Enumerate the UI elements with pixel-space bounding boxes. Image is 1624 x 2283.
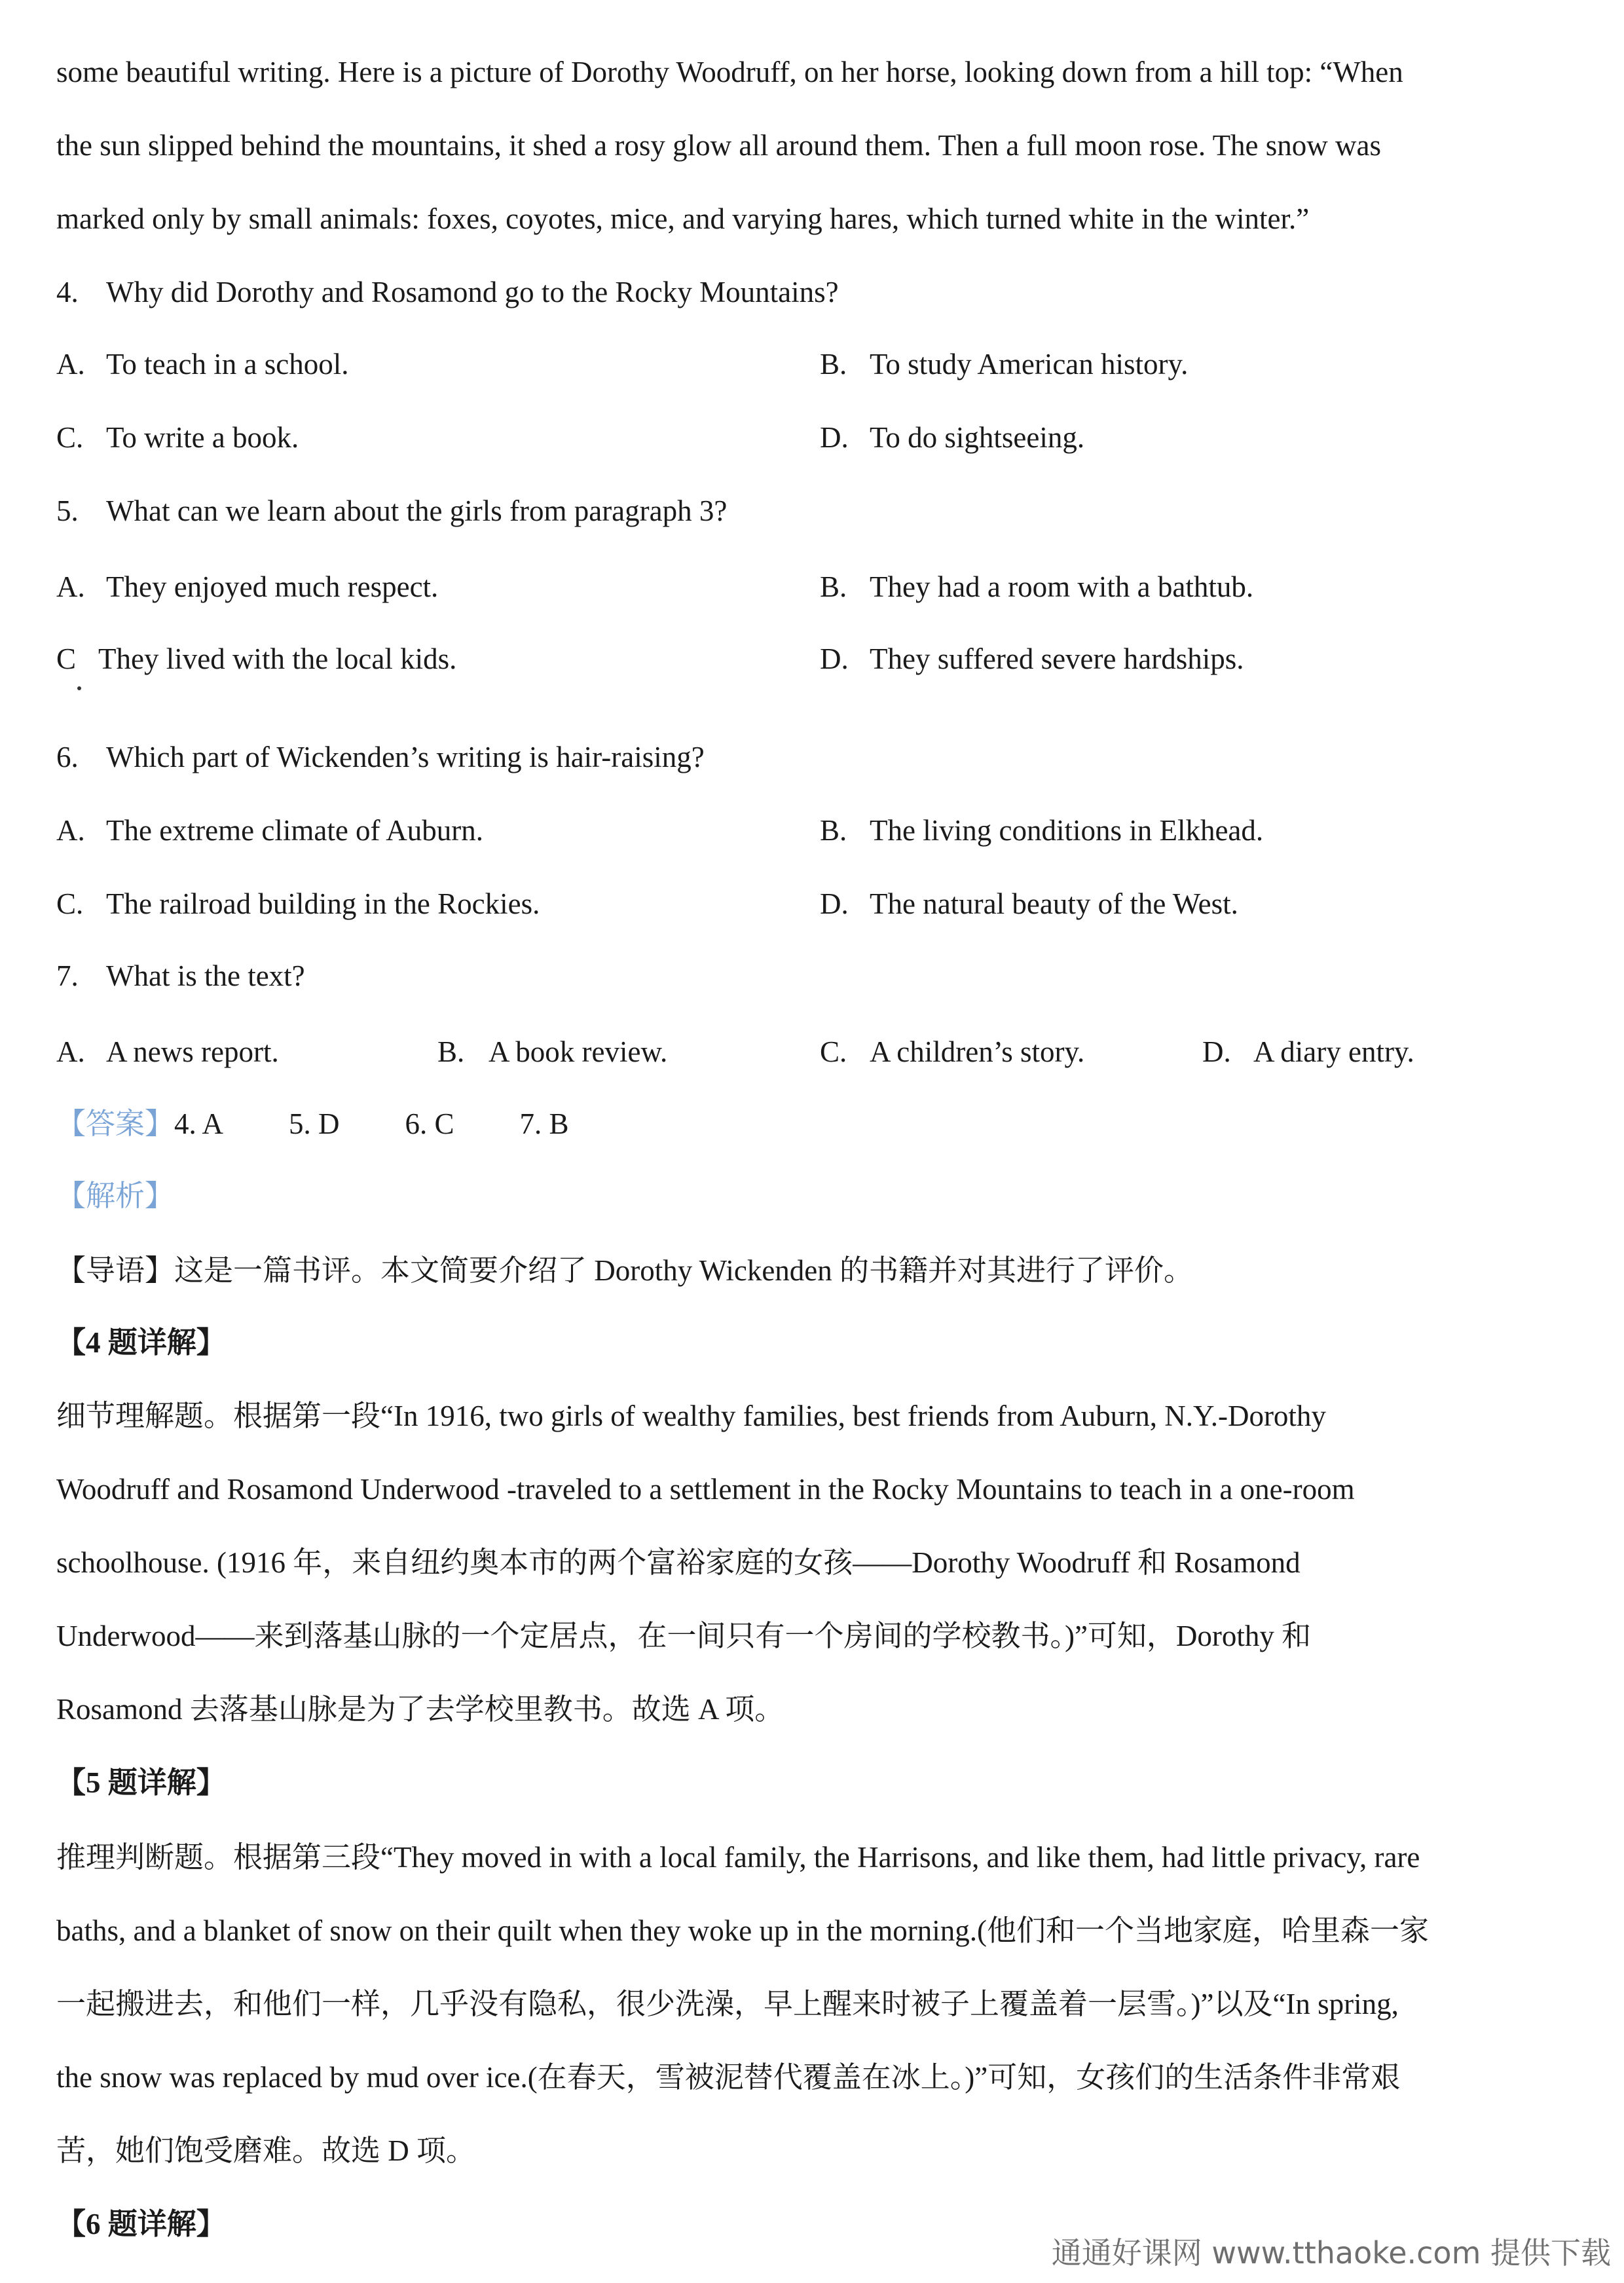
option-letter: A. bbox=[56, 814, 85, 847]
option-letter: C bbox=[56, 642, 77, 675]
question-4 bbox=[56, 272, 1582, 312]
option-letter: D. bbox=[820, 642, 849, 675]
option-text: The extreme climate of Auburn. bbox=[106, 814, 484, 847]
option-4b[interactable] bbox=[820, 344, 1188, 384]
q4-explanation-line: Rosamond 去落基山脉是为了去学校里教书。故选 A 项。 bbox=[56, 1693, 784, 1726]
option-letter: C. bbox=[56, 421, 84, 454]
answer-line bbox=[56, 1104, 1582, 1143]
option-letter: D. bbox=[820, 887, 849, 920]
question-text: Which part of Wickenden’s writing is hair-raising? bbox=[106, 741, 705, 773]
option-7b[interactable] bbox=[437, 1032, 667, 1071]
q4-explanation-line: Woodruff and Rosamond Underwood -traveled to a settlement in the Rocky Mountains to teach in a one-room bbox=[56, 1473, 1355, 1506]
question-6 bbox=[56, 737, 1582, 777]
option-letter: A. bbox=[56, 348, 85, 380]
passage-line: the sun slipped behind the mountains, it shed a rosy glow all around them. Then a full moon rose. The snow was bbox=[56, 129, 1382, 162]
q4-explanation-line: Underwood——来到落基山脉的一个定居点，在一间只有一个房间的学校教书。)”可知，Dorothy 和 bbox=[56, 1620, 1312, 1652]
question-number: 5. bbox=[56, 494, 79, 527]
option-text: The living conditions in Elkhead. bbox=[870, 814, 1264, 847]
question-7 bbox=[56, 956, 1582, 995]
q6-heading: 【6 题详解】 bbox=[56, 2208, 226, 2240]
question-number: 6. bbox=[56, 741, 79, 773]
option-text: They had a room with a bathtub. bbox=[870, 570, 1254, 603]
option-5a[interactable] bbox=[56, 567, 438, 606]
option-6a[interactable] bbox=[56, 811, 483, 850]
q5-heading: 【5 题详解】 bbox=[56, 1766, 226, 1799]
option-letter: B. bbox=[437, 1035, 465, 1068]
option-text: The natural beauty of the West. bbox=[870, 887, 1238, 920]
option-6b[interactable] bbox=[820, 811, 1263, 850]
option-text: They suffered severe hardships. bbox=[870, 642, 1244, 675]
option-text: They lived with the local kids. bbox=[98, 642, 457, 675]
question-number: 4. bbox=[56, 276, 79, 308]
option-letter: D. bbox=[820, 421, 849, 454]
option-6d[interactable] bbox=[820, 884, 1238, 923]
footer-watermark: 通通好课网 www.tthaoke.com 提供下载 bbox=[1051, 2235, 1611, 2271]
option-text: To do sightseeing. bbox=[870, 421, 1085, 454]
answer-item: 4. A bbox=[174, 1107, 224, 1140]
option-letter: A. bbox=[56, 570, 85, 603]
q5-explanation-line: 推理判断题。根据第三段“They moved in with a local family, the Harrisons, and like them, had little privacy, rare bbox=[56, 1841, 1420, 1874]
analysis-intro: 【导语】这是一篇书评。本文简要介绍了 Dorothy Wickenden 的书籍并对其进行了评价。 bbox=[56, 1254, 1194, 1287]
option-text: The railroad building in the Rockies. bbox=[106, 887, 540, 920]
stray-dot-mark bbox=[77, 686, 81, 690]
q4-explanation-line: 细节理解题。根据第一段“In 1916, two girls of wealthy families, best friends from Auburn, N.Y.-Dorothy bbox=[56, 1400, 1326, 1432]
q5-explanation-line: 苦，她们饱受磨难。故选 D 项。 bbox=[56, 2134, 475, 2167]
option-text: To write a book. bbox=[106, 421, 299, 454]
option-4d[interactable] bbox=[820, 418, 1084, 457]
option-text: They enjoyed much respect. bbox=[106, 570, 439, 603]
question-number: 7. bbox=[56, 959, 79, 992]
question-5 bbox=[56, 491, 1582, 530]
option-6c[interactable] bbox=[56, 884, 540, 923]
passage-line: marked only by small animals: foxes, coyotes, mice, and varying hares, which turned white in the winter.” bbox=[56, 202, 1310, 235]
question-text: What can we learn about the girls from paragraph 3? bbox=[106, 494, 728, 527]
option-text: A news report. bbox=[106, 1035, 279, 1068]
option-5c[interactable] bbox=[56, 639, 456, 678]
question-text: What is the text? bbox=[106, 959, 305, 992]
q5-explanation-line: baths, and a blanket of snow on their quilt when they woke up in the morning.(他们和一个当地家庭，哈里森一家 bbox=[56, 1914, 1429, 1947]
answer-item: 7. B bbox=[519, 1107, 569, 1140]
option-text: To teach in a school. bbox=[106, 348, 349, 380]
option-5d[interactable] bbox=[820, 639, 1244, 678]
option-7d[interactable] bbox=[1202, 1032, 1414, 1071]
answer-label: 【答案】 bbox=[56, 1107, 175, 1140]
option-letter: A. bbox=[56, 1035, 85, 1068]
option-7a[interactable] bbox=[56, 1032, 279, 1071]
option-4a[interactable] bbox=[56, 344, 348, 384]
option-letter: C. bbox=[56, 887, 84, 920]
option-5b[interactable] bbox=[820, 567, 1253, 606]
q4-explanation-line: schoolhouse. (1916 年，来自纽约奥本市的两个富裕家庭的女孩——Dorothy Woodruff 和 Rosamond bbox=[56, 1546, 1301, 1579]
answer-item: 6. C bbox=[405, 1107, 454, 1140]
q5-explanation-line: the snow was replaced by mud over ice.(在春天，雪被泥替代覆盖在冰上。)”可知，女孩们的生活条件非常艰 bbox=[56, 2061, 1401, 2094]
option-letter: B. bbox=[820, 348, 847, 380]
option-letter: C. bbox=[820, 1035, 847, 1068]
answer-item: 5. D bbox=[289, 1107, 340, 1140]
q5-explanation-line: 一起搬进去，和他们一样，几乎没有隐私，很少洗澡，早上醒来时被子上覆盖着一层雪。)”以及“In spring, bbox=[56, 1988, 1399, 2020]
passage-line: some beautiful writing. Here is a picture of Dorothy Woodruff, on her horse, looking down from a hill top: “When bbox=[56, 56, 1403, 88]
option-text: A diary entry. bbox=[1253, 1035, 1414, 1068]
option-4c[interactable] bbox=[56, 418, 299, 457]
option-letter: B. bbox=[820, 570, 847, 603]
q4-heading: 【4 题详解】 bbox=[56, 1326, 226, 1359]
option-letter: D. bbox=[1202, 1035, 1231, 1068]
question-text: Why did Dorothy and Rosamond go to the Rocky Mountains? bbox=[106, 276, 839, 308]
option-letter: B. bbox=[820, 814, 847, 847]
option-text: A book review. bbox=[489, 1035, 668, 1068]
analysis-label: 【解析】 bbox=[56, 1179, 175, 1212]
option-text: A children’s story. bbox=[870, 1035, 1085, 1068]
option-7c[interactable] bbox=[820, 1032, 1084, 1071]
option-text: To study American history. bbox=[870, 348, 1189, 380]
